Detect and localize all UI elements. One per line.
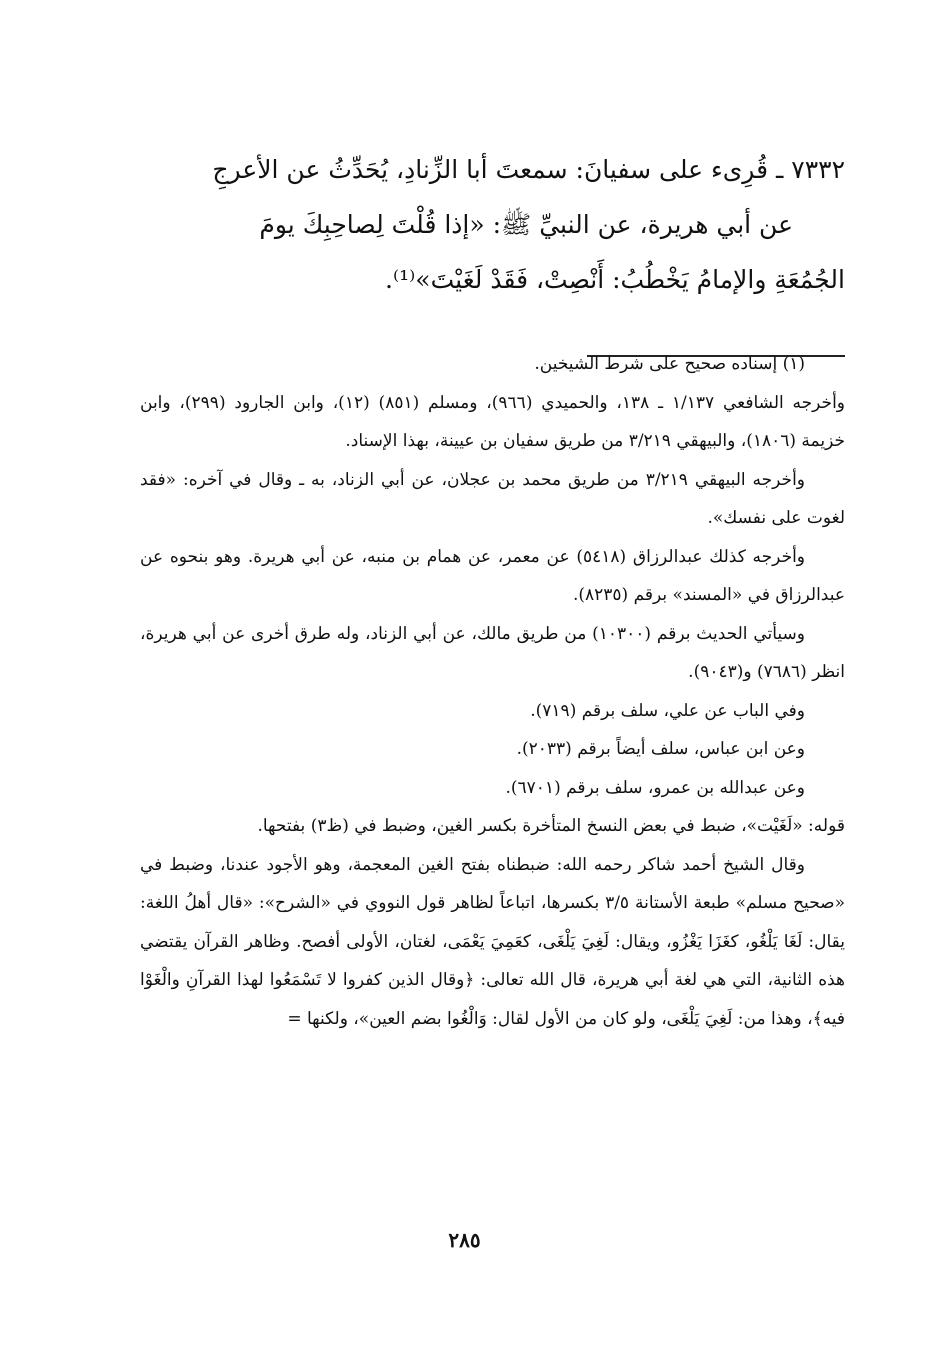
footnote-text: قوله: «لَغَيْت»، ضبط في بعض النسخ المتأخرة بكسر الغين، وضبط في (ظ٣) بفتحها. xyxy=(257,816,845,836)
hadith-text xyxy=(140,142,845,307)
hadith-line: الجُمُعَةِ والإمامُ يَخْطُبُ: أَنْصِتْ، فَقَدْ لَغَيْتَ»⁽¹⁾. xyxy=(385,265,845,294)
footnote-text: (١) إسناده صحيح على شرط الشيخين. xyxy=(534,354,805,374)
footnote-paragraph xyxy=(140,730,845,769)
footnote-text: وعن عبدالله بن عمرو، سلف برقم (٦٧٠١). xyxy=(505,777,805,798)
footnote-paragraph xyxy=(140,615,845,692)
footnote-paragraph xyxy=(140,538,845,615)
footnote-paragraph xyxy=(140,345,845,384)
footnote-text: وعن ابن عباس، سلف أيضاً برقم (٢٠٣٣). xyxy=(516,739,805,759)
page-number: ٢٨٥ xyxy=(448,1228,481,1252)
footnote-text: وأخرجه الشافعي ١/١٣٧ ـ ١٣٨، والحميدي (٩٦٦)، ومسلم (٨٥١) (١٢)، وابن الجارود (٢٩٩)، وابن خزيمة (١٨٠٦)، والبيهقي ٣/٢١٩ من طريق سفيان بن عيينة، بهذا الإسناد. xyxy=(140,392,846,451)
footnote-text: وأخرجه البيهقي ٣/٢١٩ من طريق محمد بن عجلان، عن أبي الزناد، به ـ وقال في آخره: «فقد لغوت على نفسك». xyxy=(140,469,845,528)
footnote-paragraph xyxy=(140,461,845,538)
footnote-text: وقال الشيخ أحمد شاكر رحمه الله: ضبطناه بفتح الغين المعجمة، وهو الأجود عندنا، وضبط في «صحيح مسلم» طبعة الأستانة ٣/٥ بكسرها، اتباعاً لظاهر قول النووي في «الشرح»: «قال أهلُ اللغة: يقال: لَغَا يَلْغُو، كغَزَا يَغْزُو، ويقال: لَغِيَ يَلْغَى، كعَمِيَ يَعْمَى، لغتان، الأولى أفصح. وظاهر القرآن يقتضي هذه الثانية، التي هي لغة أبي هريرة، قال الله تعالى: ﴿وقال الذين كفروا لا تَسْمَعُوا لهذا القرآنِ والْغَوْا فيه﴾، وهذا من: لَغِيَ يَلْغَى، ولو كان من الأول لقال: وَالْغُوا بضم العين»، ولكنها = xyxy=(140,854,846,1029)
footnote-text: وفي الباب عن علي، سلف برقم (٧١٩). xyxy=(530,700,805,721)
footnote-paragraph xyxy=(140,846,845,1039)
footnote-text: وسيأتي الحديث برقم (١٠٣٠٠) من طريق مالك، عن أبي الزناد، وله طرق أخرى عن أبي هريرة، انظر (٧٦٨٦) و(٩٠٤٣). xyxy=(140,623,845,682)
footnote-paragraph xyxy=(140,384,845,461)
hadith-line: ٧٣٣٢ ـ قُرِىء على سفيانَ: سمعتَ أبا الزِّنادِ، يُحَدِّثُ عن الأعرجِ xyxy=(212,155,845,184)
footnote-paragraph xyxy=(140,769,845,808)
footnotes xyxy=(140,345,845,1038)
hadith-line: عن أبي هريرة، عن النبيِّ ﷺ: «إذا قُلْتَ لِصاحِبِكَ يومَ xyxy=(259,210,793,239)
footnote-text: وأخرجه كذلك عبدالرزاق (٥٤١٨) عن معمر، عن همام بن منبه، عن أبي هريرة. وهو بنحوه عن عبدالرزاق في «المسند» برقم (٨٢٣٥). xyxy=(140,546,845,605)
footnote-paragraph xyxy=(140,807,845,846)
footnote-paragraph xyxy=(140,692,845,731)
